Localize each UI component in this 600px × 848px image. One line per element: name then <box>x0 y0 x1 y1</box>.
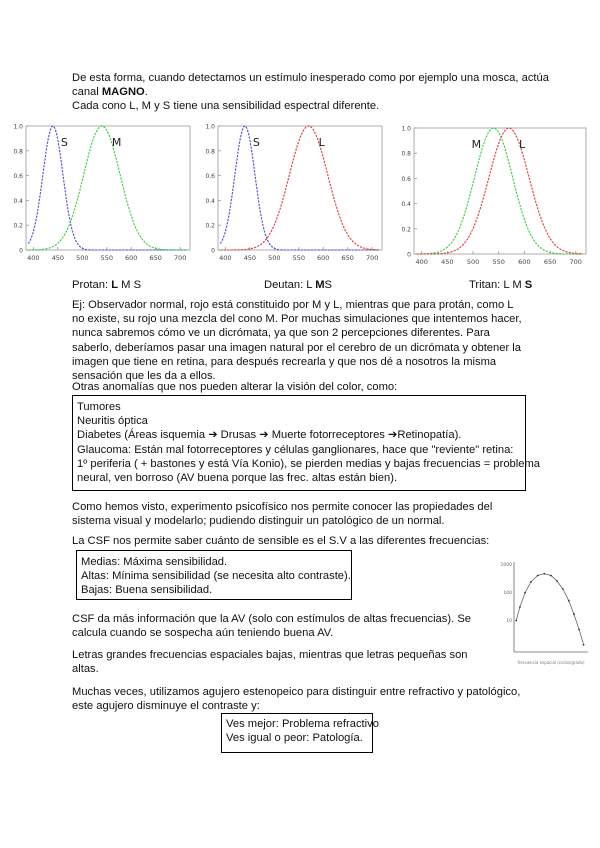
csf-item: Bajas: Buena sensibilidad. <box>81 584 213 597</box>
x-tick-label: 400 <box>415 258 428 266</box>
csf-point <box>537 575 539 577</box>
caption-missing-cone: M <box>315 279 325 291</box>
csf-point <box>556 580 558 582</box>
curve-label-L: L <box>518 138 526 151</box>
caption-name: Protan: <box>72 279 112 291</box>
y-tick-label: 0 <box>211 247 215 255</box>
caption-missing-cone: S <box>524 279 533 291</box>
csf-point <box>550 575 552 577</box>
y-tick-label: 0.8 <box>205 148 215 156</box>
anomaly-item: 1º periferia ( + bastones y está Vía Konio), se pierden medias y bajas frecuencias = problema <box>77 457 541 470</box>
x-tick-label: 400 <box>219 254 232 262</box>
magno-bold: MAGNO <box>101 86 145 98</box>
x-tick-label: 650 <box>149 254 162 262</box>
anomaly-item: Diabetes (Áreas isquemia ➔ Drusas ➔ Muerte fotorreceptores ➔Retinopatía). <box>77 429 462 442</box>
y-tick-label: 0 <box>407 251 411 259</box>
y-tick-label: 0.6 <box>401 175 411 183</box>
csf-y-tick-label: 1000 <box>500 563 512 568</box>
csf-box <box>76 550 352 600</box>
x-tick-label: 650 <box>341 254 354 262</box>
pinhole-result: Ves igual o peor: Patología. <box>226 732 363 745</box>
series-M-line <box>417 128 583 254</box>
x-tick-label: 450 <box>243 254 257 262</box>
csf-point <box>524 592 526 594</box>
caption-cone: L <box>306 279 316 291</box>
csf-chart-svg <box>494 556 594 668</box>
series-S-line <box>220 126 379 250</box>
curve-label-M: M <box>111 136 122 149</box>
x-tick-label: 450 <box>51 254 65 262</box>
csf-point <box>573 613 575 615</box>
pinhole-result: Ves mejor: Problema refractivo <box>226 718 379 730</box>
y-tick-label: 1.0 <box>205 123 215 131</box>
csf-chart <box>494 556 594 668</box>
protan-chart-svg <box>8 120 196 270</box>
csf-point <box>515 620 517 622</box>
y-tick-label: 0.4 <box>13 197 23 205</box>
x-tick-label: 500 <box>268 254 281 262</box>
paragraph-dichromat: Ej: Observador normal, rojo está constituido por M y L, mientras que para protán, como L no existe, su rojo una mezcla del cono M. Por muchas simulaciones que intentemos hacer, nunca sabremos cómo ve un dicrómata, ya que son 2 percepciones diferentes. Para saberlo, deberíamos pasar una imagen natural por el cerebro de un dicrómata y obtener la imagen que tiene en retina, para después recrearla y que nos dé a nosotros la misma sensación que les da a ellos. <box>72 299 522 383</box>
anomaly-item: Tumores <box>77 401 121 413</box>
caption-cone: S <box>324 279 333 291</box>
deutan-chart-svg <box>200 120 388 270</box>
caption-name: Tritan: <box>469 279 504 291</box>
x-tick-label: 600 <box>317 254 330 262</box>
caption-cone: M S <box>118 279 142 291</box>
curve-label-S: S <box>60 136 68 149</box>
caption-cone: L M <box>503 279 525 291</box>
x-tick-label: 500 <box>76 254 89 262</box>
csf-point <box>562 588 564 590</box>
anomalies-intro: Otras anomalías que nos pueden alterar la visión del color, como: <box>72 381 398 393</box>
anomaly-item: Neuritis óptica <box>77 415 148 428</box>
tritan-chart-svg <box>396 122 592 274</box>
y-tick-label: 0.2 <box>205 222 215 230</box>
x-tick-label: 600 <box>518 258 531 266</box>
tritan-caption <box>469 279 532 292</box>
x-tick-label: 500 <box>466 258 480 266</box>
csf-intro: La CSF nos permite saber cuánto de sensible es el S.V a las diferentes frecuencias: <box>72 535 490 547</box>
curve-label-M: M <box>471 138 482 151</box>
y-tick-label: 1.0 <box>13 123 23 131</box>
csf-x-label: frecuencia espacial (ciclos/grado) <box>517 660 585 665</box>
csf-point <box>543 573 545 575</box>
intro-line-1: De esta forma, cuando detectamos un estímulo inesperado como por ejemplo una mosca, actúa <box>72 72 549 84</box>
x-tick-label: 550 <box>492 258 505 266</box>
intro-line-2-prefix: canal <box>72 86 102 98</box>
series-M-line <box>28 126 187 250</box>
x-tick-label: 700 <box>569 258 582 266</box>
csf-item: Altas: Mínima sensibilidad (se necesita alto contraste). <box>81 570 351 583</box>
y-tick-label: 1.0 <box>401 125 411 133</box>
anomaly-item: neural, ven borroso (AV buena porque las frec. altas están bien). <box>77 472 398 485</box>
protan-chart <box>8 120 196 270</box>
series-L-line <box>220 126 379 250</box>
paragraph-pinhole: Muchas veces, utilizamos agujero estenopeico para distinguir entre refractivo y patológico, este agujero disminuye el contraste y: <box>72 686 521 713</box>
csf-point <box>519 606 521 608</box>
x-tick-label: 600 <box>125 254 138 262</box>
y-tick-label: 0.4 <box>205 197 215 205</box>
csf-point <box>530 581 532 583</box>
paragraph-psychophysics: Como hemos visto, experimento psicofísico nos permite conocer las propiedades del sistema visual y modelarlo; pudiendo distinguir un patológico de un normal. <box>72 501 493 528</box>
series-L-line <box>417 128 583 254</box>
x-tick-label: 650 <box>543 258 557 266</box>
paragraph-csf-av: CSF da más información que la AV (solo con estímulos de altas frecuencias). Se calcula cuando se sospecha aún teniendo buena AV. <box>72 613 472 640</box>
x-tick-label: 700 <box>173 254 187 262</box>
x-tick-label: 400 <box>27 254 40 262</box>
y-tick-label: 0 <box>19 247 23 255</box>
curve-label-L: L <box>318 136 325 149</box>
plot-frame <box>218 126 382 250</box>
y-tick-label: 0.2 <box>13 222 23 230</box>
x-tick-label: 450 <box>441 258 454 266</box>
x-tick-label: 550 <box>100 254 113 262</box>
x-tick-label: 550 <box>292 254 305 262</box>
curve-label-S: S <box>252 136 260 149</box>
y-tick-label: 0.6 <box>13 173 23 181</box>
protan-caption <box>72 279 141 292</box>
csf-y-tick-label: 100 <box>503 591 512 596</box>
caption-name: Deutan: <box>264 279 307 291</box>
csf-point <box>578 629 580 631</box>
intro-line-2 <box>72 85 148 99</box>
csf-point <box>583 644 585 646</box>
intro-line-2-suffix: . <box>144 86 148 98</box>
csf-y-tick-label: 10 <box>506 619 512 624</box>
pinhole-box <box>221 713 379 753</box>
deutan-chart <box>200 120 388 270</box>
caption-missing-cone: L <box>111 279 119 291</box>
y-tick-label: 0.4 <box>401 201 411 209</box>
y-tick-label: 0.8 <box>401 150 411 158</box>
anomalies-box <box>72 395 541 491</box>
csf-point <box>568 600 570 602</box>
y-tick-label: 0.2 <box>401 226 411 234</box>
csf-item: Medias: Máxima sensibilidad. <box>81 556 228 568</box>
paragraph-letters: Letras grandes frecuencias espaciales bajas, mientras que letras pequeñas son altas. <box>72 649 468 676</box>
y-tick-label: 0.8 <box>13 148 23 156</box>
series-S-line <box>28 126 187 250</box>
tritan-chart <box>396 122 592 274</box>
intro-line-3: Cada cono L, M y S tiene una sensibilidad espectral diferente. <box>72 100 380 112</box>
deutan-caption <box>264 279 332 292</box>
csf-curve <box>516 574 583 645</box>
y-tick-label: 0.6 <box>205 173 215 181</box>
x-tick-label: 700 <box>365 254 379 262</box>
anomaly-item: Glaucoma: Están mal fotorreceptores y células ganglionares, hace que "reviente" retina: <box>77 443 514 456</box>
plot-frame <box>26 126 190 250</box>
plot-frame <box>414 128 586 254</box>
